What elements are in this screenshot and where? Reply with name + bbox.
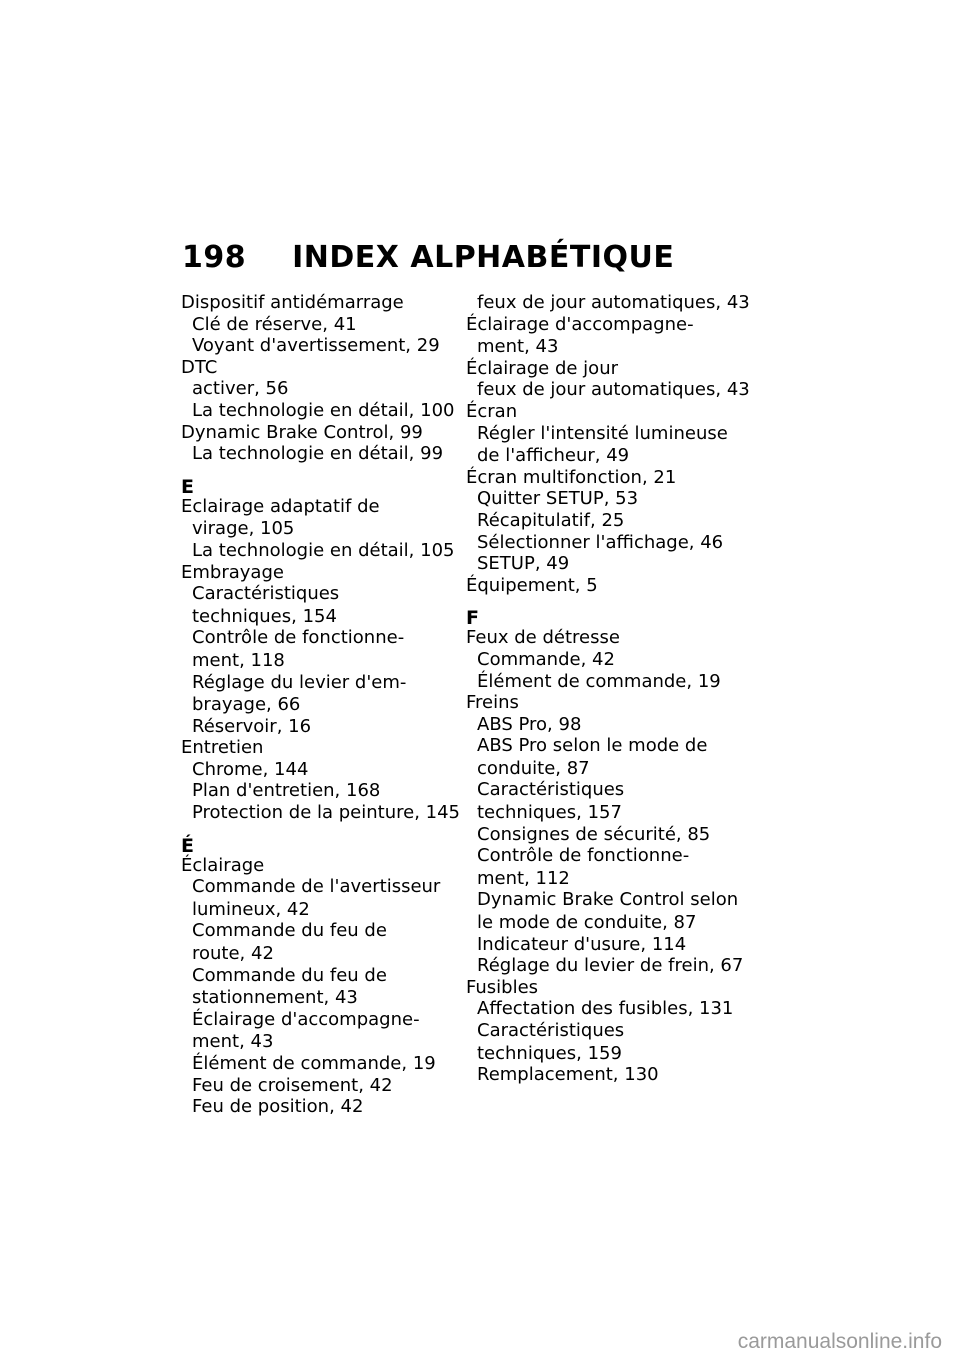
index-entry: Freins	[466, 692, 519, 714]
index-subentry: Élément de commande, 19	[192, 1053, 436, 1074]
index-entry-continuation: ment, 112	[477, 867, 570, 889]
index-entry: DTC	[181, 356, 218, 378]
index-entry: Éclairage de jour	[466, 357, 618, 379]
page-title: INDEX ALPHABÉTIQUE	[292, 240, 675, 275]
index-entry-continuation: ment, 118	[192, 649, 285, 671]
index-subentry: Commande du feu de	[192, 964, 387, 986]
index-subentry: Chrome, 144	[192, 758, 309, 780]
index-subentry: Réglage du levier de frein, 67	[477, 955, 744, 977]
index-entry: Eclairage adaptatif de	[181, 495, 380, 517]
index-entry-continuation: lumineux, 42	[192, 898, 310, 920]
index-subentry: Protection de la peinture, 145	[192, 802, 461, 824]
index-subentry: Éclairage d'accompagne-	[192, 1008, 420, 1030]
index-subentry: Commande du feu de	[192, 920, 387, 942]
index-subentry: Voyant d'avertissement, 29	[192, 335, 440, 357]
watermark: carmanualsonline.info	[737, 1330, 942, 1353]
index-entry: Équipement, 5	[466, 574, 598, 596]
index-entry: Éclairage	[181, 854, 265, 876]
index-entry-continuation: route, 42	[192, 943, 274, 965]
index-subentry: Contrôle de fonctionne-	[477, 845, 690, 867]
index-subentry: Élément de commande, 19	[477, 670, 721, 692]
index-entry: Dispositif antidémarrage	[181, 292, 404, 313]
index-entry-continuation: brayage, 66	[192, 694, 301, 716]
index-subentry: Caractéristiques	[477, 1020, 625, 1041]
index-subentry: Contrôle de fonctionne-	[192, 627, 405, 649]
index-subentry: Réservoir, 16	[192, 715, 312, 737]
index-subentry: La technologie en détail, 105	[192, 539, 455, 561]
index-section-letter: É	[181, 834, 194, 857]
index-subentry: feux de jour automatiques, 43	[477, 379, 750, 401]
index-subentry: Consignes de sécurité, 85	[477, 823, 711, 845]
index-entry: Entretien	[181, 737, 264, 759]
index-subentry: Feu de position, 42	[192, 1096, 364, 1118]
index-subentry: Récapitulatif, 25	[477, 509, 625, 531]
index-subentry: La technologie en détail, 100	[192, 399, 455, 421]
index-entry: Écran	[466, 400, 518, 422]
page-number: 198	[182, 240, 247, 275]
index-subentry: Caractéristiques	[192, 583, 340, 605]
page-header	[182, 240, 674, 275]
index-subentry: Affectation des fusibles, 131	[477, 998, 734, 1020]
index-entry: Éclairage d'accompagne-	[466, 313, 694, 335]
index-subentry: Remplacement, 130	[477, 1064, 659, 1086]
index-subentry: Clé de réserve, 41	[192, 313, 357, 335]
index-entry-continuation: le mode de conduite, 87	[477, 912, 697, 934]
index-entry-continuation: conduite, 87	[477, 757, 590, 779]
index-entry-continuation: de l'afficheur, 49	[477, 445, 630, 467]
index-entry: Dynamic Brake Control, 99	[181, 421, 423, 443]
index-subentry: Régler l'intensité lumineuse	[477, 422, 728, 444]
index-subentry: Commande de l'avertisseur	[192, 876, 441, 898]
index-subentry: ABS Pro selon le mode de	[477, 735, 708, 757]
index-subentry: La technologie en détail, 99	[192, 443, 444, 465]
index-entry-continuation: ment, 43	[192, 1031, 274, 1053]
index-column-left	[181, 292, 481, 1118]
index-subentry: Feu de croisement, 42	[192, 1074, 393, 1096]
index-entry-continuation: techniques, 154	[192, 605, 337, 627]
index-entry: Feux de détresse	[466, 627, 620, 649]
index-subentry: Quitter SETUP, 53	[477, 488, 639, 510]
index-subentry: SETUP, 49	[477, 553, 570, 575]
index-entry-continuation: virage, 105	[192, 518, 295, 540]
index-entry-continuation: stationnement, 43	[192, 987, 358, 1009]
index-column-right	[466, 292, 766, 1086]
index-entry: Fusibles	[466, 976, 539, 998]
index-section-letter: F	[466, 607, 479, 630]
index-entry-continuation: ment, 43	[477, 336, 559, 358]
index-subentry: feux de jour automatiques, 43	[477, 292, 750, 313]
index-subentry: Dynamic Brake Control selon	[477, 889, 739, 911]
index-subentry: ABS Pro, 98	[477, 713, 582, 735]
index-entry-continuation: techniques, 159	[477, 1042, 622, 1064]
index-subentry: Commande, 42	[477, 648, 615, 670]
index-section-letter: E	[181, 475, 194, 498]
index-entry: Embrayage	[181, 561, 284, 583]
index-entry: Écran multifonction, 21	[466, 466, 677, 488]
index-subentry: Indicateur d'usure, 114	[477, 933, 687, 955]
index-subentry: Plan d'entretien, 168	[192, 780, 381, 802]
index-subentry: activer, 56	[192, 378, 289, 400]
index-subentry: Réglage du levier d'em-	[192, 671, 407, 693]
index-subentry: Caractéristiques	[477, 779, 625, 801]
index-entry-continuation: techniques, 157	[477, 802, 622, 824]
index-subentry: Sélectionner l'affichage, 46	[477, 531, 724, 553]
